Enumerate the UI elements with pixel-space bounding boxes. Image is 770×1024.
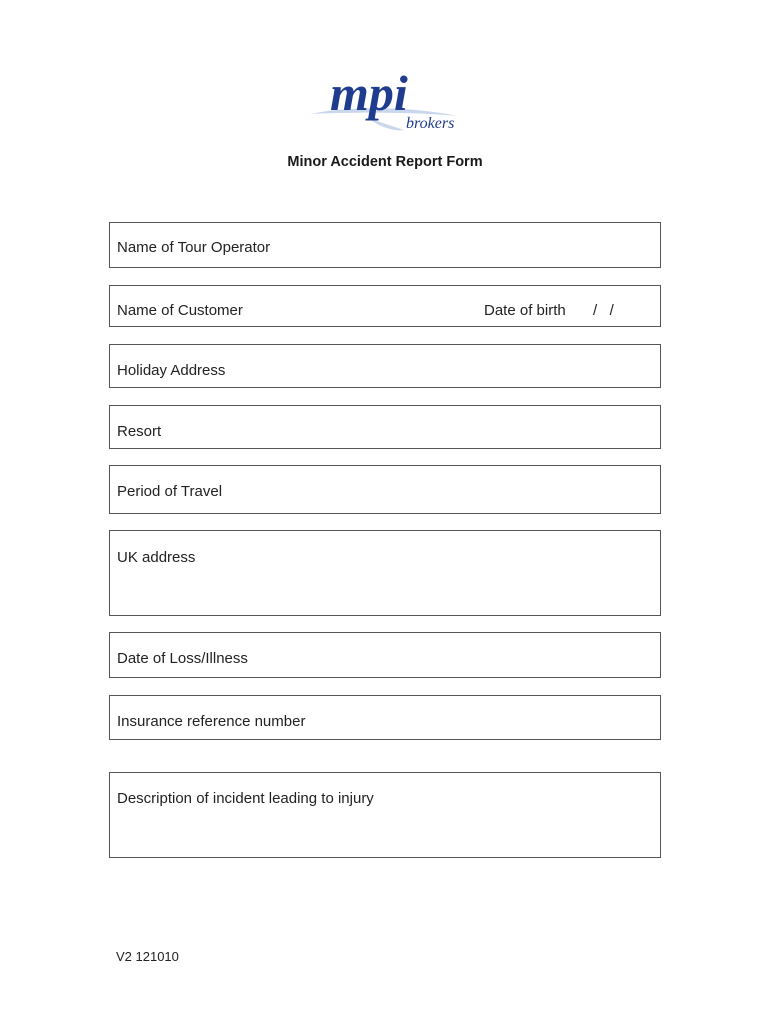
date-of-loss-field[interactable] [109,632,661,678]
holiday-address-label: Holiday Address [117,362,226,379]
description-field[interactable] [109,772,661,858]
customer-field[interactable] [109,285,661,327]
logo-sub-text: brokers [406,115,455,132]
period-of-travel-label: Period of Travel [117,483,223,500]
insurance-reference-field[interactable] [109,695,661,740]
tour-operator-field[interactable] [109,222,661,268]
resort-field[interactable] [109,405,661,449]
date-of-birth-label: Date of birth [484,302,566,319]
mpi-brokers-logo-graphic [308,62,470,138]
mpi-brokers-logo [308,62,470,138]
resort-label: Resort [117,423,162,440]
uk-address-label: UK address [117,549,196,566]
date-of-loss-label: Date of Loss/Illness [117,650,248,667]
version-label: V2 121010 [116,949,179,964]
tour-operator-label: Name of Tour Operator [117,239,271,256]
customer-label: Name of Customer [117,302,243,319]
insurance-reference-label: Insurance reference number [117,713,306,730]
date-of-birth-input[interactable]: / / [593,302,614,319]
holiday-address-field[interactable] [109,344,661,388]
description-label: Description of incident leading to injury [117,790,374,807]
uk-address-field[interactable] [109,530,661,616]
period-of-travel-field[interactable] [109,465,661,514]
logo-brand-text: mpi [330,65,408,121]
form-title: Minor Accident Report Form [287,154,483,170]
